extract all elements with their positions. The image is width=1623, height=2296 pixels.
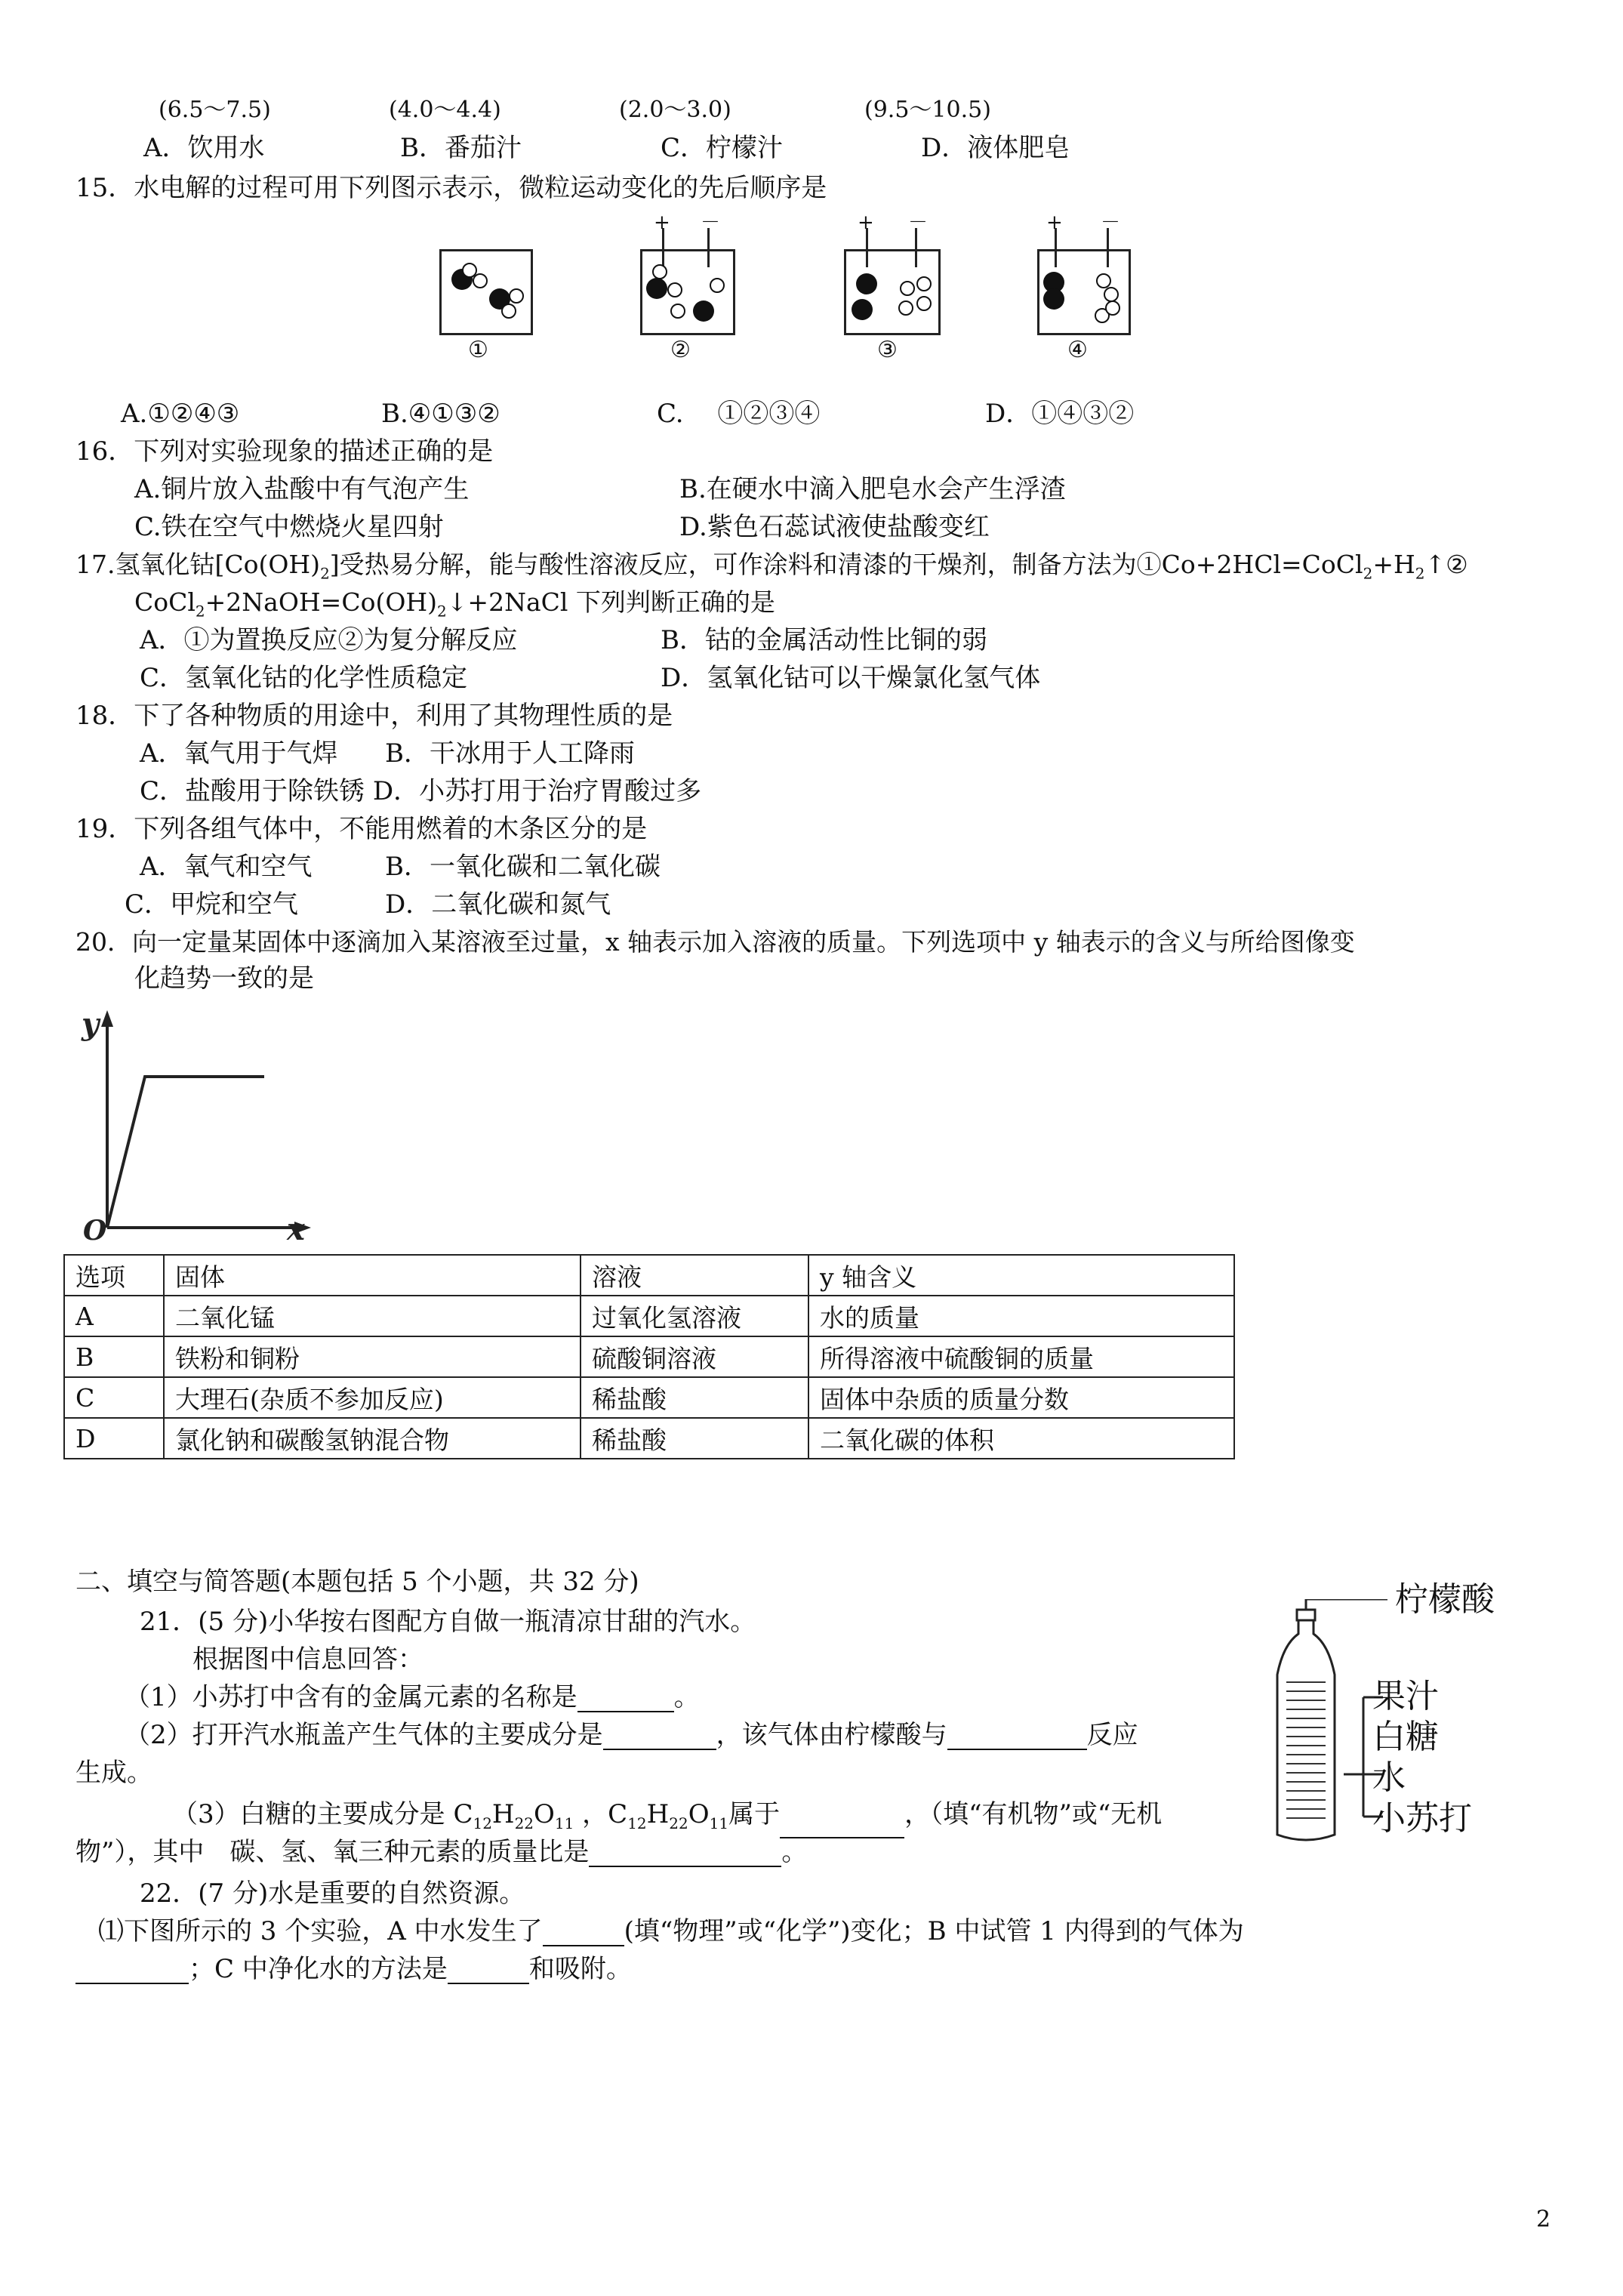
q20-graph (75, 1001, 332, 1243)
q16-option-a: A.铜片放入盐酸中有气泡产生 (134, 474, 470, 504)
oxygen-atom (693, 300, 714, 322)
q17-stem-line1: 17.氢氧化钴$[Co(OH)_2]$受热易分解，能与酸性溶液反应，可作涂料和清漆的干燥剂，制备方法为$①Co+2HCl=CoCl_2+H_2↑②$ (75, 550, 1468, 583)
hydrogen-atom (667, 282, 682, 297)
q16-option-d: D.紫色石蕊试液使盐酸变红 (679, 512, 990, 542)
oxygen-atom (1043, 288, 1064, 310)
x-axis-label: x (287, 1212, 305, 1243)
section-2-title: 二、填空与简答题(本题包括 5 个小题，共 32 分) (75, 1567, 639, 1597)
table-row (64, 1377, 1234, 1418)
hydrogen-atom (670, 304, 685, 319)
minus-sign: － (1101, 211, 1121, 234)
table-cell: 二氧化锰 (164, 1296, 581, 1336)
plus-sign: + (858, 211, 874, 234)
answer-blank[interactable] (448, 1959, 529, 1984)
q19-stem: 19．下列各组气体中，不能用燃着的木条区分的是 (75, 814, 648, 844)
q16-option-c: C.铁在空气中燃烧火星四射 (134, 512, 444, 542)
hydrogen-atom (916, 276, 932, 291)
table-row (64, 1296, 1234, 1336)
table-cell: 所得溶液中硫酸铜的质量 (808, 1336, 1234, 1377)
q14-option-b: B．番茄汁 (400, 133, 522, 163)
q19-option-d: D．二氧化碳和氮气 (385, 889, 611, 920)
hydrogen-atom (473, 273, 488, 288)
q17-option-b: B．钴的金属活动性比铜的弱 (661, 625, 987, 655)
answer-blank[interactable] (947, 1724, 1087, 1750)
table-cell: C (64, 1377, 164, 1418)
y-axis-arrow (101, 1010, 113, 1027)
q21-part1: （1）小苏打中含有的金属元素的名称是 。 (125, 1682, 700, 1712)
table-cell: 硫酸铜溶液 (581, 1336, 808, 1377)
q14-option-d: D．液体肥皂 (921, 133, 1070, 163)
cell-3-box (844, 249, 941, 335)
table-cell: 铁粉和铜粉 (164, 1336, 581, 1377)
q15-option-a: A.①②④③ (121, 399, 240, 429)
hydrogen-atom (710, 278, 725, 293)
q22-part1: ⑴下图所示的 3 个实验，A 中水发生了 (填“物理”或“化学”)变化；B 中试管 1 内得到的气体为 (98, 1916, 1244, 1946)
table-header-row (64, 1255, 1234, 1296)
table-cell: 水的质量 (808, 1296, 1234, 1336)
q18-option-cd: C．盐酸用于除铁锈 D．小苏打用于治疗胃酸过多 (140, 776, 702, 806)
q16-option-b: B.在硬水中滴入肥皂水会产生浮渣 (679, 474, 1066, 504)
hydrogen-atom (501, 304, 516, 319)
q15-option-c: C. ①②③④ (657, 399, 821, 429)
q15-option-d: D．①④③② (985, 399, 1135, 429)
q17-option-c: C．氢氧化钴的化学性质稳定 (140, 663, 468, 693)
table-row (64, 1418, 1234, 1459)
q19-option-b: B．一氧化碳和二氧化碳 (385, 852, 661, 882)
table-cell: 大理石(杂质不参加反应) (164, 1377, 581, 1418)
ph-value-b: (4.0～4.4) (389, 97, 501, 123)
q16-stem: 16．下列对实验现象的描述正确的是 (75, 436, 494, 467)
table-cell: 二氧化碳的体积 (808, 1418, 1234, 1459)
q21-part3-cont: 物”），其中 碳、氢、氧三种元素的质量比是 。 (75, 1837, 808, 1867)
bottle-label-sugar: 白糖 (1372, 1718, 1439, 1756)
ph-value-a: (6.5～7.5) (159, 97, 271, 123)
ph-value-d: (9.5～10.5) (864, 97, 991, 123)
table-cell: 过氧化氢溶液 (581, 1296, 808, 1336)
table-header-cell: 溶液 (581, 1255, 808, 1296)
cell-2-label: ② (670, 337, 691, 363)
page-number: 2 (1536, 2206, 1551, 2233)
q22-part1-cont: ；C 中净化水的方法是 和吸附。 (75, 1954, 632, 1984)
q20-stem-line2: 化趋势一致的是 (134, 963, 314, 994)
q14-option-a: A．饮用水 (143, 133, 265, 163)
table-cell: B (64, 1336, 164, 1377)
q21-line1: 21．(5 分)小华按右图配方自做一瓶清凉甘甜的汽水。 (140, 1607, 756, 1637)
table-row (64, 1336, 1234, 1377)
cell-1-label: ① (468, 337, 488, 363)
table-header-cell: 选项 (64, 1255, 164, 1296)
q21-part2-cont: 生成。 (75, 1758, 152, 1788)
q20-table (63, 1254, 1235, 1459)
q18-stem: 18．下了各种物质的用途中，利用了其物理性质的是 (75, 701, 673, 731)
q17-option-a: A．①为置换反应②为复分解反应 (140, 625, 518, 655)
q17-option-d: D．氢氧化钴可以干燥氯化氢气体 (661, 663, 1041, 693)
cell-3-label: ③ (877, 337, 898, 363)
table-cell: D (64, 1418, 164, 1459)
answer-blank[interactable] (603, 1724, 716, 1750)
answer-blank[interactable] (577, 1687, 674, 1712)
ph-value-c: (2.0～3.0) (619, 97, 731, 123)
hydrogen-atom (916, 296, 932, 311)
trend-line (107, 1077, 264, 1228)
q21-line2: 根据图中信息回答： (192, 1644, 423, 1675)
table-cell: 稀盐酸 (581, 1377, 808, 1418)
plus-sign: + (654, 211, 670, 234)
answer-blank[interactable] (589, 1841, 781, 1867)
origin-label: O (83, 1215, 107, 1243)
y-axis-label: y (82, 1006, 100, 1042)
table-header-cell: y 轴含义 (808, 1255, 1234, 1296)
table-cell: A (64, 1296, 164, 1336)
hydrogen-atom (1104, 287, 1119, 302)
oxygen-atom (646, 278, 667, 299)
oxygen-atom (852, 299, 873, 320)
plus-sign: + (1046, 211, 1063, 234)
hydrogen-atom (652, 264, 667, 279)
hydrogen-atom (1096, 273, 1111, 288)
hydrogen-atom (898, 300, 913, 316)
q21-part3: （3）白糖的主要成分是 $C_{12}H_{22}O_{11}$ ，$C_{12}H_{22}O_{11}$属于 ，（填“有机物”或“无机 (172, 1799, 1162, 1838)
q18-option-b: B．干冰用于人工降雨 (385, 738, 635, 769)
hydrogen-atom (900, 281, 915, 296)
answer-blank[interactable] (75, 1959, 189, 1984)
q17-stem-line2: $CoCl_2+2NaOH=Co(OH)_2↓+2NaCl$ 下列判断正确的是 (134, 587, 775, 621)
minus-sign: － (701, 211, 721, 234)
answer-blank[interactable] (780, 1813, 904, 1838)
bottle-label-water: 水 (1372, 1758, 1406, 1797)
q14-option-c: C．柠檬汁 (661, 133, 784, 163)
oxygen-atom (856, 273, 877, 294)
bottle-label-citric-acid: 柠檬酸 (1395, 1580, 1495, 1619)
hydrogen-atom (509, 288, 524, 304)
bottle-label-juice: 果汁 (1372, 1677, 1439, 1715)
minus-sign: － (908, 211, 929, 234)
q15-option-b: B.④①③② (381, 399, 500, 429)
q19-option-a: A．氧气和空气 (140, 852, 313, 882)
table-header-cell: 固体 (164, 1255, 581, 1296)
q22-line1: 22．(7 分)水是重要的自然资源。 (140, 1878, 525, 1909)
table-cell: 固体中杂质的质量分数 (808, 1377, 1234, 1418)
q21-part2: （2）打开汽水瓶盖产生气体的主要成分是 ，该气体由柠檬酸与 反应 (125, 1720, 1138, 1750)
q20-stem-line1: 20．向一定量某固体中逐滴加入某溶液至过量，x 轴表示加入溶液的质量。下列选项中 y 轴表示的含义与所给图像变 (75, 927, 1355, 957)
bottle-label-baking-soda: 小苏打 (1372, 1799, 1472, 1838)
q15-stem: 15．水电解的过程可用下列图示表示，微粒运动变化的先后顺序是 (75, 173, 827, 203)
table-cell: 稀盐酸 (581, 1418, 808, 1459)
hydrogen-atom (1105, 300, 1120, 316)
answer-blank[interactable] (543, 1921, 624, 1946)
table-cell: 氯化钠和碳酸氢钠混合物 (164, 1418, 581, 1459)
q18-option-a: A．氧气用于气焊 (140, 738, 338, 769)
cell-4-label: ④ (1067, 337, 1088, 363)
q19-option-c: C．甲烷和空气 (125, 889, 299, 920)
